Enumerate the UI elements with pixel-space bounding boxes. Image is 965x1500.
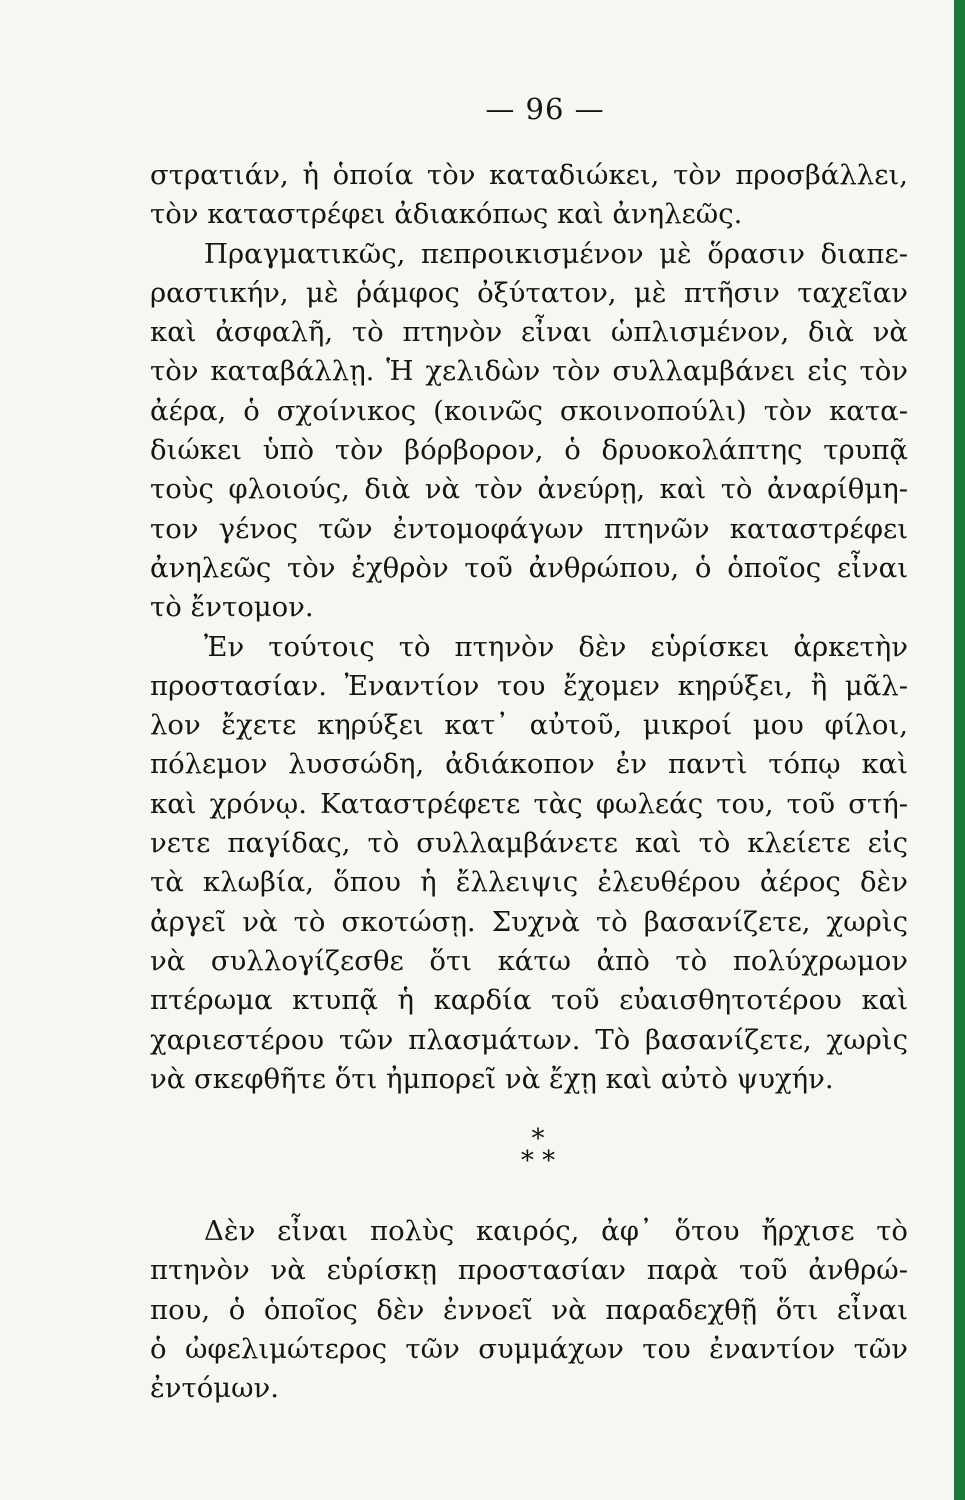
text-line: ἀργεῖ νὰ τὸ σκοτώσῃ. Συχνὰ τὸ βασανίζετε, χωρὶς xyxy=(150,905,908,938)
text-line: ὁ ὠφελιμώτερος τῶν συμμάχων του ἐναντίον τῶν xyxy=(150,1332,908,1365)
text-line: νὰ σκεφθῆτε ὅτι ἠμπορεῖ νὰ ἔχῃ καὶ αὐτὸ ψυχήν. xyxy=(150,1062,834,1095)
text-line: χαριεστέρου τῶν πλασμάτων. Τὸ βασανίζετε, χωρὶς xyxy=(150,1023,908,1056)
text-line: προστασίαν. Ἐναντίον του ἔχομεν κηρύξει, ἢ μᾶλ- xyxy=(150,669,908,702)
text-line: τὸν καταβάλλῃ. Ἡ χελιδὼν τὸν συλλαμβάνει εἰς τὸν xyxy=(150,355,908,388)
text-line: τον γένος τῶν ἐντομοφάγων πτηνῶν καταστρέφει xyxy=(150,512,908,545)
text-line: καὶ ἀσφαλῆ, τὸ πτηνὸν εἶναι ὡπλισμένον, διὰ νὰ xyxy=(150,316,908,349)
text-line: Ἐν τούτοις τὸ πτηνὸν δὲν εὑρίσκει ἀρκετὴν xyxy=(204,630,908,663)
text-line: τὰ κλωβία, ὅπου ἡ ἔλλειψις ἐλευθέρου ἀέρος δὲν xyxy=(150,866,908,899)
paragraph xyxy=(150,235,908,628)
text-line: τὸν καταστρέφει ἀδιακόπως καὶ ἀνηλεῶς. xyxy=(150,198,743,231)
text-line: τὸ ἔντομον. xyxy=(150,591,314,624)
text-line: καὶ χρόνῳ. Καταστρέφετε τὰς φωλεάς του, τοῦ στή- xyxy=(150,787,908,820)
asterism-bottom: * * xyxy=(520,1146,556,1176)
asterism-separator xyxy=(498,1124,578,1176)
text-line: που, ὁ ὁποῖος δὲν ἐννοεῖ νὰ παραδεχθῇ ὅτι εἶναι xyxy=(150,1293,908,1326)
text-line: λον ἔχετε κηρύξει κατ᾽ αὐτοῦ, μικροί μου φίλοι, xyxy=(150,709,908,742)
text-line: Δὲν εἶναι πολὺς καιρός, ἀφ᾽ ὅτου ἤρχισε τὸ xyxy=(204,1215,908,1247)
text-line: στρατιάν, ἡ ὁποία τὸν καταδιώκει, τὸν προσβάλλει, xyxy=(150,159,908,191)
text-block-top xyxy=(150,156,908,1099)
text-line: νετε παγίδας, τὸ συλλαμβάνετε καὶ τὸ κλείετε εἰς xyxy=(150,827,908,860)
paragraph xyxy=(150,1212,908,1408)
text-line: πόλεμον λυσσώδη, ἀδιάκοπον ἐν παντὶ τόπῳ καὶ xyxy=(150,748,908,781)
page-number: — 96 — xyxy=(485,92,605,126)
text-line: ραστικήν, μὲ ῥάμφος ὀξύτατον, μὲ πτῆσιν ταχεῖαν xyxy=(150,276,908,309)
text-line: τοὺς φλοιούς, διὰ νὰ τὸν ἀνεύρῃ, καὶ τὸ ἀναρίθμη- xyxy=(150,473,908,506)
text-line: Πραγματικῶς, πεπροικισμένον μὲ ὅρασιν διαπε- xyxy=(204,237,908,270)
page-edge xyxy=(954,0,965,1500)
paragraph xyxy=(150,156,908,235)
text-line: πτέρωμα κτυπᾷ ἡ καρδία τοῦ εὐαισθητοτέρου καὶ xyxy=(150,984,908,1017)
text-line: νὰ συλλογίζεσθε ὅτι κάτω ἀπὸ τὸ πολύχρωμον xyxy=(150,944,908,977)
text-block-bottom xyxy=(150,1212,908,1408)
paragraph xyxy=(150,628,908,1100)
text-line: πτηνὸν νὰ εὑρίσκῃ προστασίαν παρὰ τοῦ ἀνθρώ- xyxy=(150,1254,908,1287)
text-line: διώκει ὑπὸ τὸν βόρβορον, ὁ δρυοκολάπτης τρυπᾷ xyxy=(150,434,908,467)
text-line: ἀνηλεῶς τὸν ἐχθρὸν τοῦ ἀνθρώπου, ὁ ὁποῖος εἶναι xyxy=(150,551,908,584)
text-line: ἀέρα, ὁ σχοίνικος (κοινῶς σκοινοπούλι) τὸν κατα- xyxy=(150,394,908,427)
text-line: ἐντόμων. xyxy=(150,1372,280,1405)
asterism-top: * xyxy=(531,1124,545,1154)
